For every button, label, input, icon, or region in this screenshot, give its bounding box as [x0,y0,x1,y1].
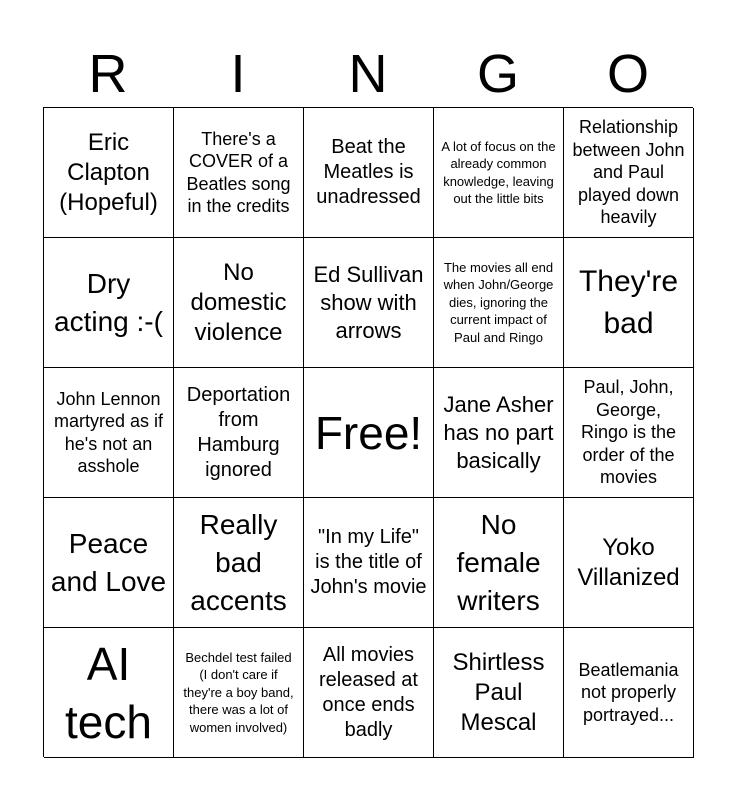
bingo-cell[interactable] [434,368,564,498]
bingo-cell[interactable] [44,108,174,238]
cell-text: A lot of focus on the already common knowledge, leaving out the little bits [441,138,556,206]
bingo-header [43,40,693,108]
bingo-cell[interactable] [564,498,694,628]
cell-text: Relationship between John and Paul played down heavily [572,117,685,228]
cell-text: Shirtless Paul Mescal [452,648,545,736]
bingo-cell[interactable] [434,238,564,368]
cell-text: Eric Clapton (Hopeful) [59,128,158,216]
bingo-cell[interactable] [434,108,564,238]
cell-text: Bechdel test failed (I don't care if they're a boy band, there was a lot of women involved) [183,649,294,735]
free-cell[interactable] [304,368,434,498]
bingo-cell[interactable] [304,498,434,628]
header-letter-o: O [606,44,649,104]
bingo-cell[interactable] [174,238,304,368]
bingo-cell[interactable] [174,628,304,758]
bingo-cell[interactable] [44,628,174,758]
bingo-cell[interactable] [434,628,564,758]
bingo-cell[interactable] [564,108,694,238]
cell-text: Paul, John, George, Ringo is the order of the movies [580,377,677,488]
bingo-cell[interactable] [44,368,174,498]
bingo-cell[interactable] [174,368,304,498]
cell-text: No domestic violence [190,258,287,346]
bingo-cell[interactable] [174,108,304,238]
cell-text: They're bad [578,264,679,340]
bingo-cell[interactable] [304,238,434,368]
bingo-cell[interactable] [434,498,564,628]
cell-text: No female writers [456,508,541,616]
header-letter-r: R [88,44,128,104]
cell-text: Beat the Meatles is unadressed [316,136,421,208]
cell-text: Jane Asher has no part basically [443,391,554,473]
bingo-cell[interactable] [304,628,434,758]
bingo-cell[interactable] [564,628,694,758]
bingo-cell[interactable] [304,108,434,238]
bingo-cell[interactable] [564,238,694,368]
bingo-grid [43,107,693,757]
cell-text: "In my Life" is the title of John's movie [310,526,427,598]
cell-text: Really bad accents [190,508,287,616]
cell-text: Beatlemania not properly portrayed... [578,659,679,725]
cell-text: Deportation from Hamburg ignored [186,383,291,481]
cell-text: Peace and Love [50,527,167,597]
cell-text: John Lennon martyred as if he's not an asshole [53,388,164,476]
cell-text: There's a COVER of a Beatles song in the credits [186,128,291,216]
header-letter-n: N [348,44,388,104]
bingo-cell[interactable] [564,368,694,498]
cell-text: All movies released at once ends badly [319,643,418,741]
header-letter-i: I [230,44,246,104]
cell-text: Dry acting :-( [54,267,163,337]
header-letter-g: G [476,44,519,104]
bingo-cell[interactable] [44,238,174,368]
bingo-cell[interactable] [44,498,174,628]
free-cell-text: Free! [314,406,423,459]
cell-text: Ed Sullivan show with arrows [313,261,424,343]
bingo-cell[interactable] [174,498,304,628]
cell-text: AI tech [65,637,152,748]
cell-text: The movies all end when John/George dies, ignoring the current impact of Paul and Ringo [443,259,554,345]
cell-text: Yoko Villanized [577,533,680,591]
